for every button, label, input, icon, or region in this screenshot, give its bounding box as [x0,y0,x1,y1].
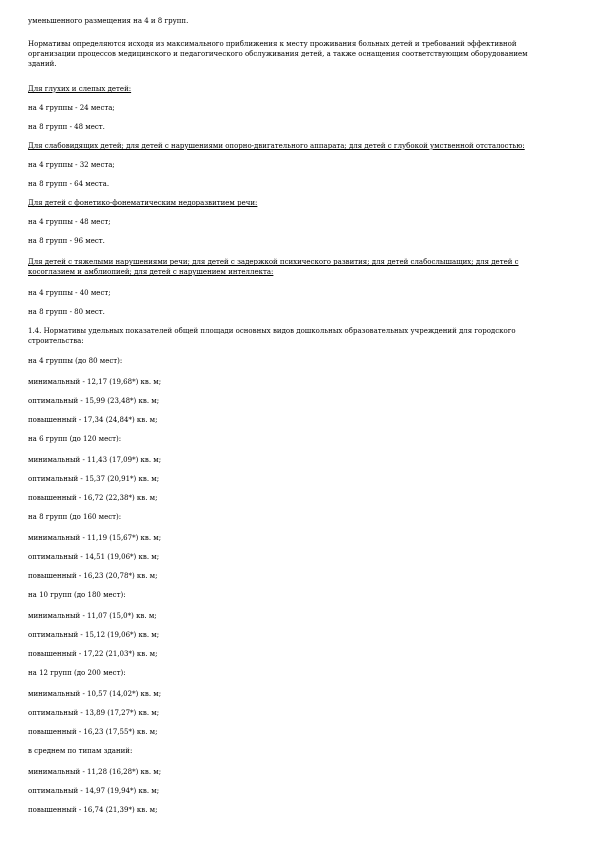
g8-min: минимальный - 11,19 (15,67*) кв. м; [28,534,162,542]
avg-heading: в среднем по типам зданий: [28,747,133,755]
g12-max: повышенный - 16,23 (17,55*) кв. м; [28,728,158,736]
g4-max: повышенный - 17,34 (24,84*) кв. м; [28,416,158,424]
g6-opt: оптимальный - 15,37 (20,91*) кв. м; [28,475,160,483]
visual-8-groups: на 8 групп - 64 места. [28,180,110,188]
g8-opt: оптимальный - 14,51 (19,06*) кв. м; [28,553,160,561]
deaf-8-groups: на 8 групп - 48 мест. [28,123,105,131]
g10-opt: оптимальный - 15,12 (19,06*) кв. м; [28,631,160,639]
g8-max: повышенный - 16,23 (20,78*) кв. м; [28,572,158,580]
g4-heading: на 4 группы (до 80 мест): [28,357,123,365]
section-1-4-heading: 1.4. Нормативы удельных показателей общей площади основных видов дошкольных образовательных учреждений для городского строительства: [28,327,516,345]
deaf-heading: Для глухих и слепых детей: [28,85,132,93]
g12-opt: оптимальный - 13,89 (17,27*) кв. м; [28,709,160,717]
g6-heading: на 6 групп (до 120 мест): [28,435,122,443]
g4-opt: оптимальный - 15,99 (23,48*) кв. м; [28,397,160,405]
avg-opt: оптимальный - 14,97 (19,94*) кв. м; [28,787,160,795]
speech-heading: Для детей с тяжелыми нарушениями речи; для детей с задержкой психического развития; для детей слабослышащих; для детей с косоглазием и амблиопией; для детей с нарушением интеллекта: [28,258,519,276]
phonetic-heading: Для детей с фонетико-фонематическим недоразвитием речи: [28,199,258,207]
speech-4-groups: на 4 группы - 40 мест; [28,289,111,297]
deaf-4-groups: на 4 группы - 24 места; [28,104,115,112]
g12-heading: на 12 групп (до 200 мест): [28,669,126,677]
g10-min: минимальный - 11,07 (15,0*) кв. м; [28,612,157,620]
avg-min: минимальный - 11,28 (16,28*) кв. м; [28,768,162,776]
intro-fragment: уменьшенного размещения на 4 и 8 групп. [28,17,189,25]
phonetic-8-groups: на 8 групп - 96 мест. [28,237,105,245]
avg-max: повышенный - 16,74 (21,39*) кв. м; [28,806,158,814]
norms-note: Нормативы определяются исходя из максимального приближения к месту проживания больных детей и требований эффективной организации процессов медицинского и педагогического обслуживания детей, а также оснащения соответствующим оборудованием зданий. [28,40,528,68]
g6-min: минимальный - 11,43 (17,09*) кв. м; [28,456,162,464]
g10-heading: на 10 групп (до 180 мест): [28,591,126,599]
g12-min: минимальный - 10,57 (14,02*) кв. м; [28,690,162,698]
g6-max: повышенный - 16,72 (22,38*) кв. м; [28,494,158,502]
phonetic-4-groups: на 4 группы - 48 мест; [28,218,111,226]
visual-4-groups: на 4 группы - 32 места; [28,161,115,169]
visual-heading: Для слабовидящих детей; для детей с нарушениями опорно-двигательного аппарата; для детей с глубокой умственной отсталостью: [28,142,525,150]
g10-max: повышенный - 17,22 (21,03*) кв. м; [28,650,158,658]
speech-8-groups: на 8 групп - 80 мест. [28,308,105,316]
g4-min: минимальный - 12,17 (19,68*) кв. м; [28,378,162,386]
g8-heading: на 8 групп (до 160 мест): [28,513,122,521]
